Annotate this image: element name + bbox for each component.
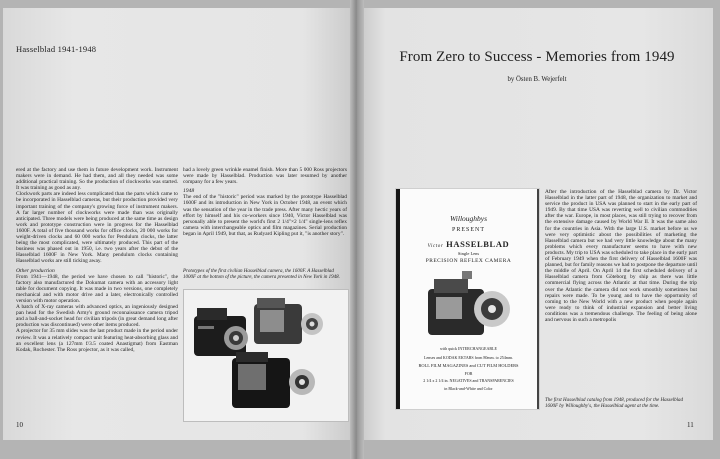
catalog-caption: The first Hasselblad catalog from 1948, produced for the Hasselblad 1600F by Willoughby's, the Hasselblad agent at the time. — [545, 398, 683, 409]
catalog-single-lens: Single Lens — [457, 251, 480, 256]
catalog-for-line: FOR — [464, 371, 473, 376]
paragraph: ered at the factory and use them in future development work. Instrument makers were in demand. He had them, and all they needed was some additional practical training. So the production of clockworks was started. It was training as good as any. — [16, 167, 178, 192]
paragraph: A projector for 35 mm slides was the last product made in the period under review. It was a relatively compact unit featuring heat-absorbing glass and an excellent lens (a 127mm f/3.5 coated Anastigmat) from Eastman Kodak, Rochester. The Ross projector, as it was called, — [16, 328, 178, 353]
paragraph: A batch of X-ray cameras with advanced optics, an ingeniously designed pan head for the Swedish Army's ground reconnaissance camera tripod and a ball-and-socket head for civilian tripods (in great demand long after production was discontinued) were other items produced. — [16, 304, 178, 329]
camera-1000f-bottom — [232, 352, 315, 408]
right-column — [545, 189, 697, 323]
left-column-1 — [16, 167, 178, 353]
book-gutter — [350, 0, 364, 459]
catalog-transparencies-line: 2 1/4 x 2 1/4 in. NEGATIVES and TRANSPARENCIES — [423, 378, 514, 383]
catalog-roll-line: ROLL FILM MAGAZINES and CUT FILM HOLDERS — [418, 363, 519, 368]
catalog-cover — [396, 189, 539, 409]
paragraph: The end of the "historic" period was marked by the prototype Hasselblad 1600F and its introduction in New York in October 1948, an event which was the sensation of the year in the trade press. After many hectic years of effort by himself and his co-workers since 1940, Victor Hasselblad was personally able to present the world's first 2 1/4"×2 1/4" single-lens reflex camera with interchangeable optics and film magazines. Serial production began in April 1949, but that, as Rudyard Kipling put it, "is another story". — [183, 194, 347, 237]
paragraph: From 1941—1948, the period we have chosen to call "historic", the factory also manufactured the Dokumat camera with an accessory light table for document copying. It was made in two versions, one completely mechanical and with motor drive and a later, electronically controlled version with motor operation. — [16, 273, 178, 304]
left-page — [3, 8, 356, 440]
left-column-2 — [183, 167, 347, 237]
camera-prototypes-image — [184, 290, 348, 421]
article-title: From Zero to Success - Memories from 1949 — [399, 49, 675, 65]
paragraph: had a lovely green wrinkle enamel finish. More than 5 000 Ross projectors were made by Hasselblad. Production was later resumed by another company for a few years. — [183, 167, 347, 186]
catalog-lenses-line: Lenses and KODAK EKTARS from 80mm. to 254mm. — [424, 355, 513, 360]
paragraph: Clockwork parts are indeed less complicated than the parts which came to be incorporated in Hasselblad cameras, but their production provided very important training of the company's growing force of instrument makers. A far larger number of clockworks were made than was originally anticipated. Three models were being produced at the same time as design work and prototype construction were in progress for the Hasselblad 1600F. A total of five thousand works for office clocks, 20 000 works for weight-driven clocks and 60 000 works for Pendulum clocks, the latter being the most complicated, were ultimately produced. This part of the business was phased out in 1950, i.e. two years after the debut of the Hasselblad 1600F in New York. Many pendulum clocks containing Hasselblad works are still ticking away. — [16, 191, 178, 265]
catalog-camera-line: PRECISION REFLEX CAMERA — [425, 258, 512, 264]
page-number: 11 — [687, 421, 694, 429]
catalog-present: PRESENT — [451, 227, 485, 233]
catalog-victor: Victor — [427, 244, 444, 249]
catalog-title — [400, 239, 537, 249]
catalog-camera-illustration — [424, 269, 516, 341]
catalog-color-line: in Black-and-White and Color — [444, 386, 493, 391]
catalog-hasselblad: HASSELBLAD — [446, 239, 510, 249]
photo-caption: Prototypes of the first civilian Hasselblad camera, the 1600F. A Hasselblad 1000F at the bottom of the picture, the camera presented in New York in 1948. — [183, 269, 340, 280]
catalog-brand: Willoughbys — [449, 214, 488, 223]
camera-1600f-left — [194, 308, 248, 356]
right-page — [357, 8, 713, 440]
section-heading: Other production — [16, 267, 55, 274]
section-heading: 1948 — [183, 188, 195, 195]
camera-1600f-right — [254, 298, 323, 344]
paragraph: After the introduction of the Hasselblad camera by Dr. Victor Hasselblad in the latter part of 1948, the organization to market and service the product in USA was planned to start in the early part of 1949. By that time USA was reverting well to civilian commodities after the war. Europe, in most places, was still trying to recover from the extensive damage caused by World War II. It was the same also for the countries in Asia. With the large U.S. market before us we were very optimistic about the possibilities of marketing the Hasselblad camera but we had very little knowledge about the many problems which every manufacturer seems to have with new products. My trip to USA was scheduled to take place in the early part of February 1949 when the first delivery of Hasselblad 1600F was planned, but for family reasons we had to postpone the departure until the middle of April. On April 14 the first scheduled delivery of a Hasselblad camera from Göteborg by ship as there was little commercial flying across the Atlantic at that time. During the trip over the Atlantic the camera did not work smoothly sometimes but repairs were made. To be young and to have the opportunity of coming to the New World with a new product when people again were ready to think of industrial expansion and better living conditions was a tremendous challenge. The feeling of being alone and nervous in such a metropolis — [545, 189, 697, 323]
page-number: 10 — [16, 421, 23, 429]
camera-prototypes-photo — [183, 289, 349, 422]
catalog-lens-line: with quick INTERCHANGEABLE — [440, 346, 497, 351]
running-head: Hasselblad 1941-1948 — [16, 44, 97, 54]
byline: by Östen B. Wejerfelt — [507, 76, 567, 83]
